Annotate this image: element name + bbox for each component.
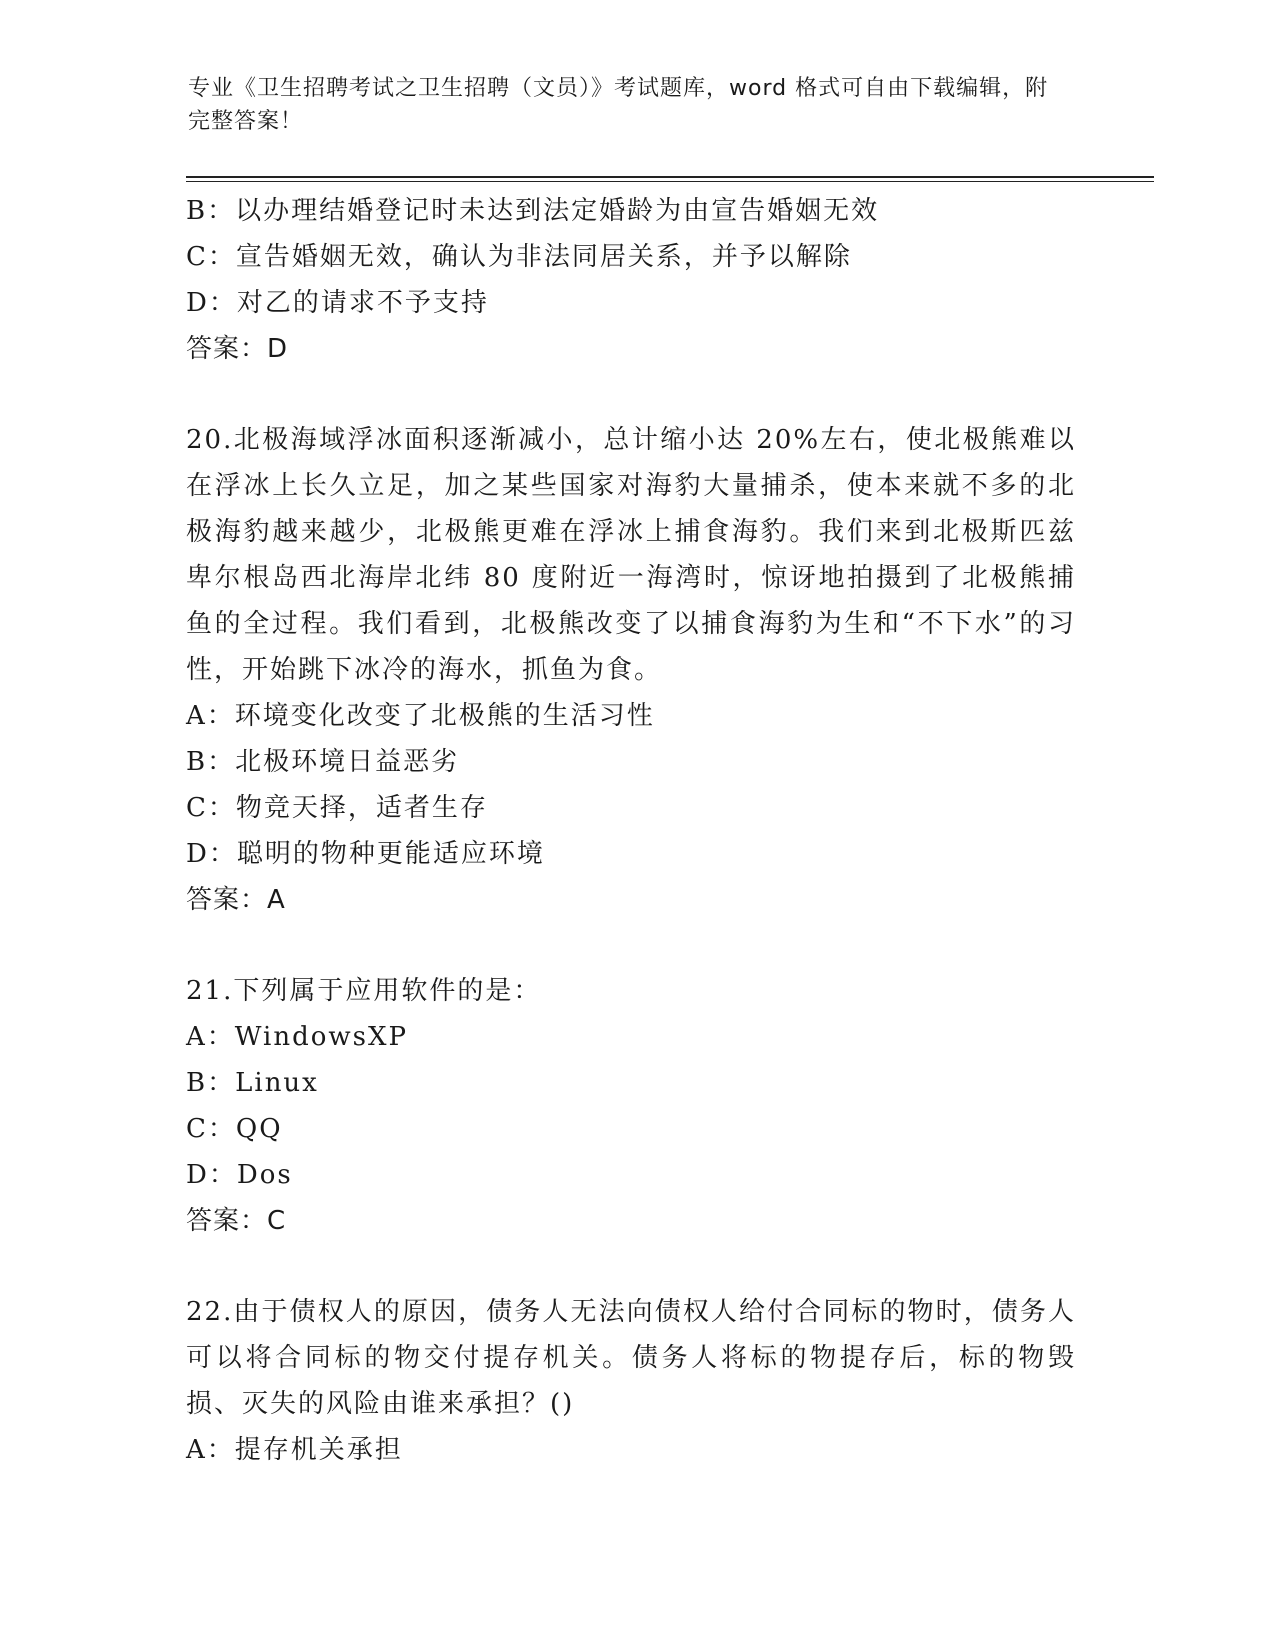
option-b: B：Linux bbox=[186, 1068, 319, 1098]
option-b: B：以办理结婚登记时未达到法定婚龄为由宣告婚姻无效 bbox=[186, 196, 880, 226]
spacer bbox=[186, 923, 1076, 968]
option-c: C：宣告婚姻无效，确认为非法同居关系，并予以解除 bbox=[186, 242, 852, 272]
answer: 答案：D bbox=[186, 334, 289, 364]
spacer bbox=[186, 1244, 1076, 1289]
document-header: 专业《卫生招聘考试之卫生招聘（文员）》考试题库，word 格式可自由下载编辑，附完整答案！ bbox=[188, 76, 1049, 134]
question-stem: 20.北极海域浮冰面积逐渐减小，总计缩小达 20%左右，使北极熊难以在浮冰上长久立足，加之某些国家对海豹大量捕杀，使本来就不多的北极海豹越来越少，北极熊更难在浮冰上捕食海豹。我们来到北极斯匹兹卑尔根岛西北海岸北纬 80 度附近一海湾时，惊讶地拍摄到了北极熊捕鱼的全过程。我们看到，北极熊改变了以捕食海豹为生和“不下水”的习性，开始跳下冰冷的海水，抓鱼为食。 bbox=[186, 425, 1076, 685]
option-c: C：物竞天择，适者生存 bbox=[186, 793, 488, 823]
question-stem: 21.下列属于应用软件的是： bbox=[186, 976, 542, 1006]
option-a: A：提存机关承担 bbox=[186, 1435, 403, 1465]
question-block-20 bbox=[186, 417, 1076, 923]
answer: 答案：C bbox=[186, 1206, 287, 1236]
question-block-21 bbox=[186, 968, 1076, 1244]
option-d: D：聪明的物种更能适应环境 bbox=[186, 839, 545, 869]
option-d: D：对乙的请求不予支持 bbox=[186, 288, 489, 318]
header-rule-thin bbox=[186, 181, 1154, 182]
option-b: B：北极环境日益恶劣 bbox=[186, 747, 460, 777]
question-block-22 bbox=[186, 1289, 1076, 1473]
question-block-19 bbox=[186, 188, 1076, 372]
header-rule-thick bbox=[186, 176, 1154, 178]
document-body bbox=[186, 188, 1076, 1473]
option-c: C：QQ bbox=[186, 1114, 283, 1144]
option-d: D：Dos bbox=[186, 1160, 293, 1190]
spacer bbox=[186, 372, 1076, 417]
option-a: A：环境变化改变了北极熊的生活习性 bbox=[186, 701, 655, 731]
option-a: A：WindowsXP bbox=[186, 1022, 409, 1052]
answer: 答案：A bbox=[186, 885, 286, 915]
question-stem: 22.由于债权人的原因，债务人无法向债权人给付合同标的物时，债务人可以将合同标的物交付提存机关。债务人将标的物提存后，标的物毁损、灭失的风险由谁来承担？() bbox=[186, 1297, 1076, 1419]
